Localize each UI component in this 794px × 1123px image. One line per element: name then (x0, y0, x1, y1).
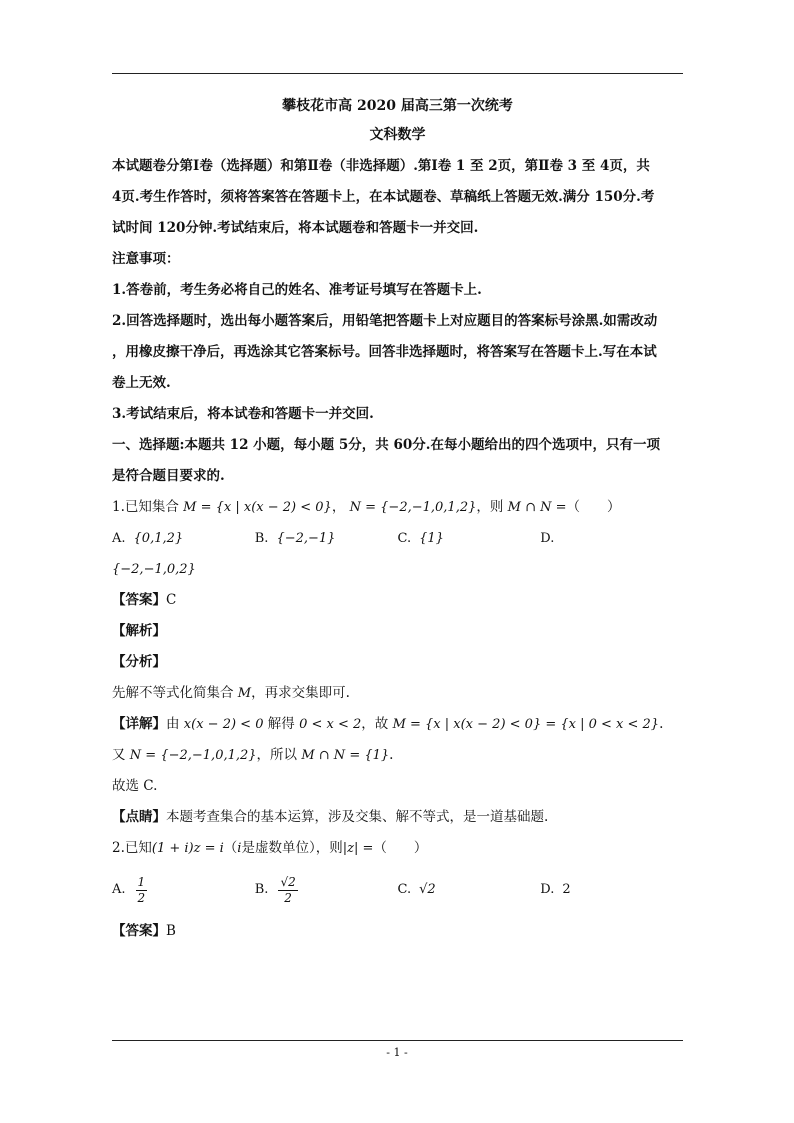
option-key: C. (397, 531, 412, 546)
numerator: 1 (137, 874, 146, 889)
detail-text: 由 (166, 716, 184, 732)
exam-subtitle: 文科数学 (369, 127, 426, 143)
answer-label: 【答案】 (112, 592, 166, 608)
q1-option-d (540, 523, 683, 554)
q1-option-b (255, 523, 398, 554)
detail-text: ，故 (361, 716, 393, 732)
fraction-root-two-half (278, 875, 297, 906)
detail-text: ，所以 (256, 747, 302, 763)
set-m-symbol: M (237, 686, 252, 701)
exam-page (112, 96, 683, 947)
q2-stem-text: 2.已知 (112, 840, 152, 856)
detail-text: 又 (112, 747, 130, 763)
denominator: 2 (284, 890, 292, 905)
answer-value: C (166, 592, 177, 608)
inequality: x(x − 2) < 0 (183, 717, 264, 732)
option-value: {0,1,2} (133, 531, 184, 546)
option-value: {1} (419, 531, 444, 546)
complex-equation: (1 + i)z = i (151, 841, 224, 856)
option-value: 2 (562, 882, 571, 897)
q1-detail (112, 709, 683, 740)
denominator: 2 (137, 890, 146, 905)
footer-rule (112, 1040, 683, 1041)
set-m-expression: M = {x | x(x − 2) < 0} (183, 500, 332, 515)
q1-answer (112, 585, 683, 616)
q2-stem-text: （ (223, 840, 238, 856)
q1-option-d-value: {−2,−1,0,2} (112, 562, 196, 577)
option-key: D. (540, 882, 555, 897)
option-value: √2 (419, 882, 436, 897)
q1-option-a (112, 523, 255, 554)
exam-title: 攀枝花市高 2020 届高三第一次统考 (282, 98, 513, 114)
option-key: D. (540, 531, 555, 546)
detail-text: 解得 (263, 716, 300, 732)
set-n-expression: N = {−2,−1,0,1,2} (129, 748, 257, 763)
q1-analysis-label: 【解析】 (112, 623, 166, 639)
notice-line-3: ，用橡皮擦干净后，再选涂其它答案标号。回答非选择题时，将答案写在答题卡上.写在本试 (112, 344, 657, 360)
question-1-stem (112, 492, 683, 523)
q2-option-d (540, 864, 683, 916)
question-2-options (112, 864, 683, 916)
q2-answer (112, 916, 683, 947)
q1-fenxi-text (112, 678, 683, 709)
section-heading-line-2: 是符合题目要求的. (112, 468, 225, 484)
page-number: - 1 - (386, 1046, 408, 1059)
q1-stem-text: 1.已知集合 (112, 499, 184, 515)
answer-value: B (166, 923, 176, 939)
question-1-options (112, 523, 683, 554)
option-key: B. (254, 882, 269, 897)
q1-stem-sep: ， (331, 499, 350, 515)
comment-text: 本题考查集合的基本运算，涉及交集、解不等式，是一道基础题. (166, 809, 549, 825)
q1-conclusion: 故选 C. (112, 778, 158, 794)
notice-title: 注意事项： (112, 251, 180, 267)
q1-detail-line-2 (112, 740, 683, 771)
answer-label: 【答案】 (112, 923, 166, 939)
intersection-result: M ∩ N = {1} (301, 748, 390, 763)
q1-stem-then: ，则 (476, 499, 508, 515)
fenxi-text-end: ，再求交集即可. (251, 685, 350, 701)
section-heading-line-1: 一、选择题:本题共 12 小题，每小题 5分，共 60分.在每小题给出的四个选项中，只有一项 (112, 437, 660, 453)
notice-line-1: 1.答卷前，考生务必将自己的姓名、准考证号填写在答题卡上. (112, 282, 482, 298)
modulus-expression: |z| = (342, 841, 374, 856)
detail-text: . (659, 716, 664, 732)
q1-option-c (398, 523, 541, 554)
set-m-simplified: M = {x | x(x − 2) < 0} = {x | 0 < x < 2} (392, 717, 660, 732)
imaginary-unit: i (237, 841, 242, 856)
intro-line-2: 4页.考生作答时，须将答案答在答题卡上，在本试题卷、草稿纸上答题无效.满分 150分.考 (112, 189, 655, 205)
option-key: A. (112, 882, 126, 897)
intersection-expression: M ∩ N = (507, 500, 567, 515)
option-key: A. (112, 531, 126, 546)
detail-label: 【详解】 (112, 716, 166, 732)
q1-comment (112, 802, 683, 833)
solution-range: 0 < x < 2 (299, 717, 362, 732)
q2-option-c (398, 864, 541, 916)
notice-line-4: 卷上无效. (112, 375, 171, 391)
numerator: √2 (280, 874, 296, 889)
q1-answer-blank: （ ） (566, 499, 621, 515)
question-2-stem (112, 833, 683, 864)
option-key: C. (397, 882, 412, 897)
option-key: B. (254, 531, 269, 546)
header-rule (112, 73, 683, 74)
q2-stem-text: 是虚数单位），则 (241, 840, 343, 856)
detail-text: . (389, 747, 394, 763)
option-value: {−2,−1} (276, 531, 336, 546)
notice-line-2: 2.回答选择题时，选出每小题答案后，用铅笔把答题卡上对应题目的答案标号涂黑.如需改动 (112, 313, 658, 329)
comment-label: 【点睛】 (112, 809, 166, 825)
set-n-expression: N = {−2,−1,0,1,2} (349, 500, 477, 515)
q2-answer-blank: （ ） (373, 840, 428, 856)
q2-option-b (255, 864, 398, 916)
fenxi-text: 先解不等式化简集合 (112, 685, 238, 701)
intro-line-1: 本试题卷分第Ⅰ卷（选择题）和第Ⅱ卷（非选择题）.第Ⅰ卷 1 至 2页，第Ⅱ卷 3 至 4页，共 (112, 158, 650, 174)
intro-line-3: 试时间 120分钟.考试结束后，将本试题卷和答题卡一并交回. (112, 220, 479, 236)
q2-option-a (112, 864, 255, 916)
fraction-one-half (136, 875, 148, 906)
notice-line-5: 3.考试结束后，将本试卷和答题卡一并交回. (112, 406, 374, 422)
q1-fenxi-label: 【分析】 (112, 654, 166, 670)
